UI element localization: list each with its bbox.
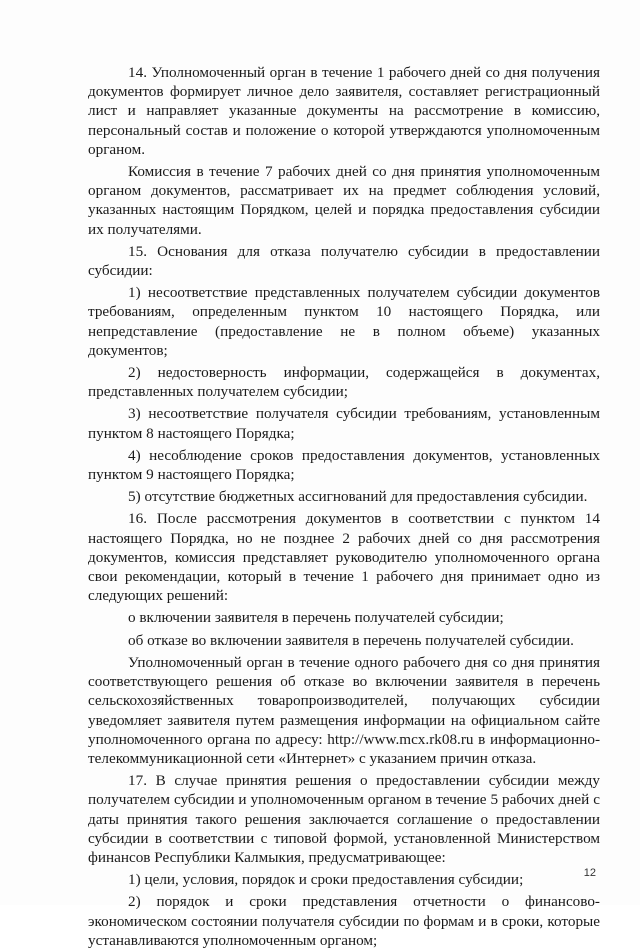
list-item-17-1: 1) цели, условия, порядок и сроки предоставления субсидии; — [128, 871, 524, 889]
paragraph-notification: Уполномоченный орган в течение одного рабочего дня со дня принятия соответствующего решения об отказе во включении заявителя в перечень сельскохозяйственных товаропроизводителей, получающих субсидии уведомляет заявителя путем размещения информации на официальном сайте уполномоченного органа по адресу: http://www.mcx.rk08.ru в информационно-телекоммуникационной сети «Интернет» с указанием причин отказа. — [88, 653, 600, 767]
list-item-17-2: 2) порядок и сроки представления отчетности о финансово-экономическом состоянии получателя субсидии по формам и в сроки, которые устанавливаются уполномоченным органом; — [88, 893, 600, 949]
paragraph-commission: Комиссия в течение 7 рабочих дней со дня принятия уполномоченным органом документов, рассматривает их на предмет соблюдения условий, указанных настоящим Порядком, целей и порядка предоставления субсидии их получателями. — [88, 163, 600, 238]
paragraph-17: 17. В случае принятия решения о предоставлении субсидии между получателем субсидии и уполномоченным органом в течение 5 рабочих дней с даты принятия такого решения заключается соглашение о предоставлении субсидии в соответствии с типовой формой, установленной Министерством финансов Республики Калмыкия, предусматривающее: — [88, 772, 600, 866]
list-item-15-5: 5) отсутствие бюджетных ассигнований для предоставления субсидии. — [128, 488, 588, 506]
document-body — [88, 63, 600, 950]
list-item-15-2: 2) недостоверность информации, содержащейся в документах, представленных получателем субсидии; — [88, 364, 600, 401]
paragraph-14: 14. Уполномоченный орган в течение 1 рабочего дней со дня получения документов формирует личное дело заявителя, составляет регистрационный лист и направляет указанные документы на рассмотрение в комиссию, персональный состав и положение о которой утверждаются уполномоченным органом. — [88, 64, 600, 158]
decision-option-refuse: об отказе во включении заявителя в перечень получателей субсидии. — [128, 631, 574, 649]
paragraph-16: 16. После рассмотрения документов в соответствии с пунктом 14 настоящего Порядка, но не позднее 2 рабочих дней со дня рассмотрения документов, комиссия представляет руководителю уполномоченного органа свои рекомендации, который в течение 1 рабочего дня принимает одно из следующих решений: — [88, 510, 600, 605]
paragraph-15: 15. Основания для отказа получателю субсидии в предоставлении субсидии: — [88, 242, 600, 280]
list-item-15-3: 3) несоответствие получателя субсидии требованиям, установленным пунктом 8 настоящего Порядка; — [88, 405, 600, 442]
list-item-15-1: 1) несоответствие представленных получателем субсидии документов требованиям, определенным пунктом 10 настоящего Порядка, или непредставление (предоставление не в полном объеме) указанных документов; — [88, 284, 600, 359]
list-item-15-4: 4) несоблюдение сроков предоставления документов, установленных пунктом 9 настоящего Порядка; — [88, 446, 600, 484]
page-number: 12 — [583, 867, 596, 879]
decision-option-include: о включении заявителя в перечень получателей субсидии; — [128, 609, 504, 627]
